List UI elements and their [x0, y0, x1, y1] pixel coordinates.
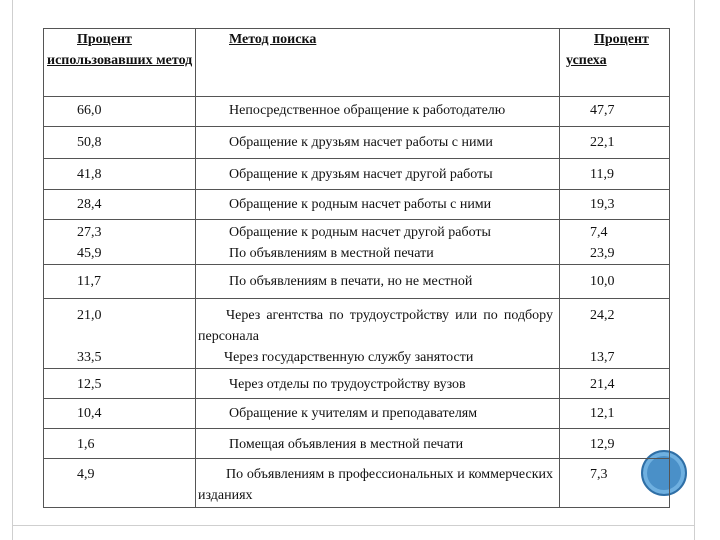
- cell-text: 12,5: [77, 377, 102, 392]
- cell-text: 27,3: [77, 225, 102, 240]
- table-row: [44, 459, 670, 508]
- table-row: [44, 429, 670, 459]
- header-percent-used: [44, 29, 196, 97]
- table-cell: [196, 369, 560, 399]
- table-header-row: [44, 29, 670, 97]
- table-cell: [196, 265, 560, 299]
- table-cell: [44, 127, 196, 159]
- cell-text: 45,9: [77, 246, 102, 261]
- table-cell: [196, 299, 560, 369]
- header-percent-success: [560, 29, 670, 97]
- table-cell: [44, 159, 196, 190]
- table-cell: [44, 399, 196, 429]
- table-cell: [44, 429, 196, 459]
- table-cell: [560, 97, 670, 127]
- cell-text: 19,3: [590, 197, 615, 212]
- cell-text: 33,5: [77, 350, 102, 365]
- table-row: [44, 369, 670, 399]
- cell-text: 23,9: [590, 246, 615, 261]
- cell-text: Через агентства по трудоустройству или по подбору персонала: [198, 308, 553, 344]
- table-row: [44, 399, 670, 429]
- cell-text: По объявлениям в профессиональных и коммерческих изданиях: [198, 467, 553, 503]
- slide-frame-left: [12, 0, 13, 540]
- cell-text: 47,7: [590, 103, 615, 118]
- table-row-double: [44, 220, 670, 265]
- job-search-table: [43, 28, 670, 508]
- table-row: [44, 97, 670, 127]
- table-cell: [44, 220, 196, 265]
- cell-text: 22,1: [590, 135, 615, 150]
- table-cell: [560, 459, 670, 508]
- cell-text: 13,7: [590, 350, 615, 365]
- cell-text: 7,3: [590, 467, 608, 482]
- cell-text: Обращение к учителям и преподавателям: [229, 406, 478, 421]
- cell-text: Обращение к родным насчет работы с ними: [229, 197, 492, 212]
- cell-text: По объявлениям в местной печати: [229, 246, 434, 261]
- table-cell: [44, 97, 196, 127]
- cell-text: 21,4: [590, 377, 615, 392]
- table-cell: [196, 459, 560, 508]
- cell-text: 7,4: [590, 225, 608, 240]
- cell-text: 10,0: [590, 274, 615, 289]
- table-cell: [196, 190, 560, 220]
- table-row: [44, 159, 670, 190]
- cell-text: Обращение к родным насчет другой работы: [229, 225, 491, 240]
- slide-frame-bottom: [12, 525, 695, 526]
- cell-text: Процент использовавших метод: [47, 32, 193, 68]
- table-row-double: [44, 299, 670, 369]
- table-cell: [44, 369, 196, 399]
- table-row: [44, 190, 670, 220]
- table-cell: [44, 265, 196, 299]
- table-cell: [196, 399, 560, 429]
- table-cell: [196, 97, 560, 127]
- cell-text: Обращение к друзьям насчет работы с ними: [229, 135, 493, 150]
- cell-text: 10,4: [77, 406, 102, 421]
- table-row: [44, 265, 670, 299]
- table-cell: [560, 265, 670, 299]
- cell-text: 66,0: [77, 103, 102, 118]
- table-cell: [560, 429, 670, 459]
- table-cell: [560, 220, 670, 265]
- slide-frame-right: [694, 0, 695, 540]
- cell-text: Помещая объявления в местной печати: [229, 437, 464, 452]
- cell-text: 50,8: [77, 135, 102, 150]
- cell-text: 41,8: [77, 167, 102, 182]
- table-row: [44, 127, 670, 159]
- cell-text: 24,2: [590, 308, 615, 323]
- cell-text: 1,6: [77, 437, 95, 452]
- table-cell: [44, 299, 196, 369]
- cell-text: 28,4: [77, 197, 102, 212]
- cell-text: 12,9: [590, 437, 615, 452]
- header-method: [196, 29, 560, 97]
- table-cell: [44, 190, 196, 220]
- table-cell: [560, 299, 670, 369]
- table-cell: [560, 159, 670, 190]
- table-cell: [196, 127, 560, 159]
- table-cell: [560, 369, 670, 399]
- cell-text: 11,9: [590, 167, 614, 182]
- cell-text: Процент успеха: [566, 32, 649, 68]
- table-cell: [560, 127, 670, 159]
- cell-text: Через отделы по трудоустройству вузов: [229, 377, 466, 392]
- table-cell: [560, 190, 670, 220]
- table-cell: [196, 220, 560, 265]
- cell-text: Обращение к друзьям насчет другой работы: [229, 167, 493, 182]
- table-cell: [196, 429, 560, 459]
- cell-text: 12,1: [590, 406, 615, 421]
- table-cell: [44, 459, 196, 508]
- cell-text: 11,7: [77, 274, 101, 289]
- cell-text: Непосредственное обращение к работодателю: [229, 103, 506, 118]
- cell-text: 21,0: [77, 308, 102, 323]
- table-cell: [560, 399, 670, 429]
- table-cell: [196, 159, 560, 190]
- cell-text: По объявлениям в печати, но не местной: [229, 274, 473, 289]
- cell-text: Метод поиска: [229, 32, 317, 47]
- cell-text: 4,9: [77, 467, 95, 482]
- cell-text: Через государственную службу занятости: [224, 350, 474, 365]
